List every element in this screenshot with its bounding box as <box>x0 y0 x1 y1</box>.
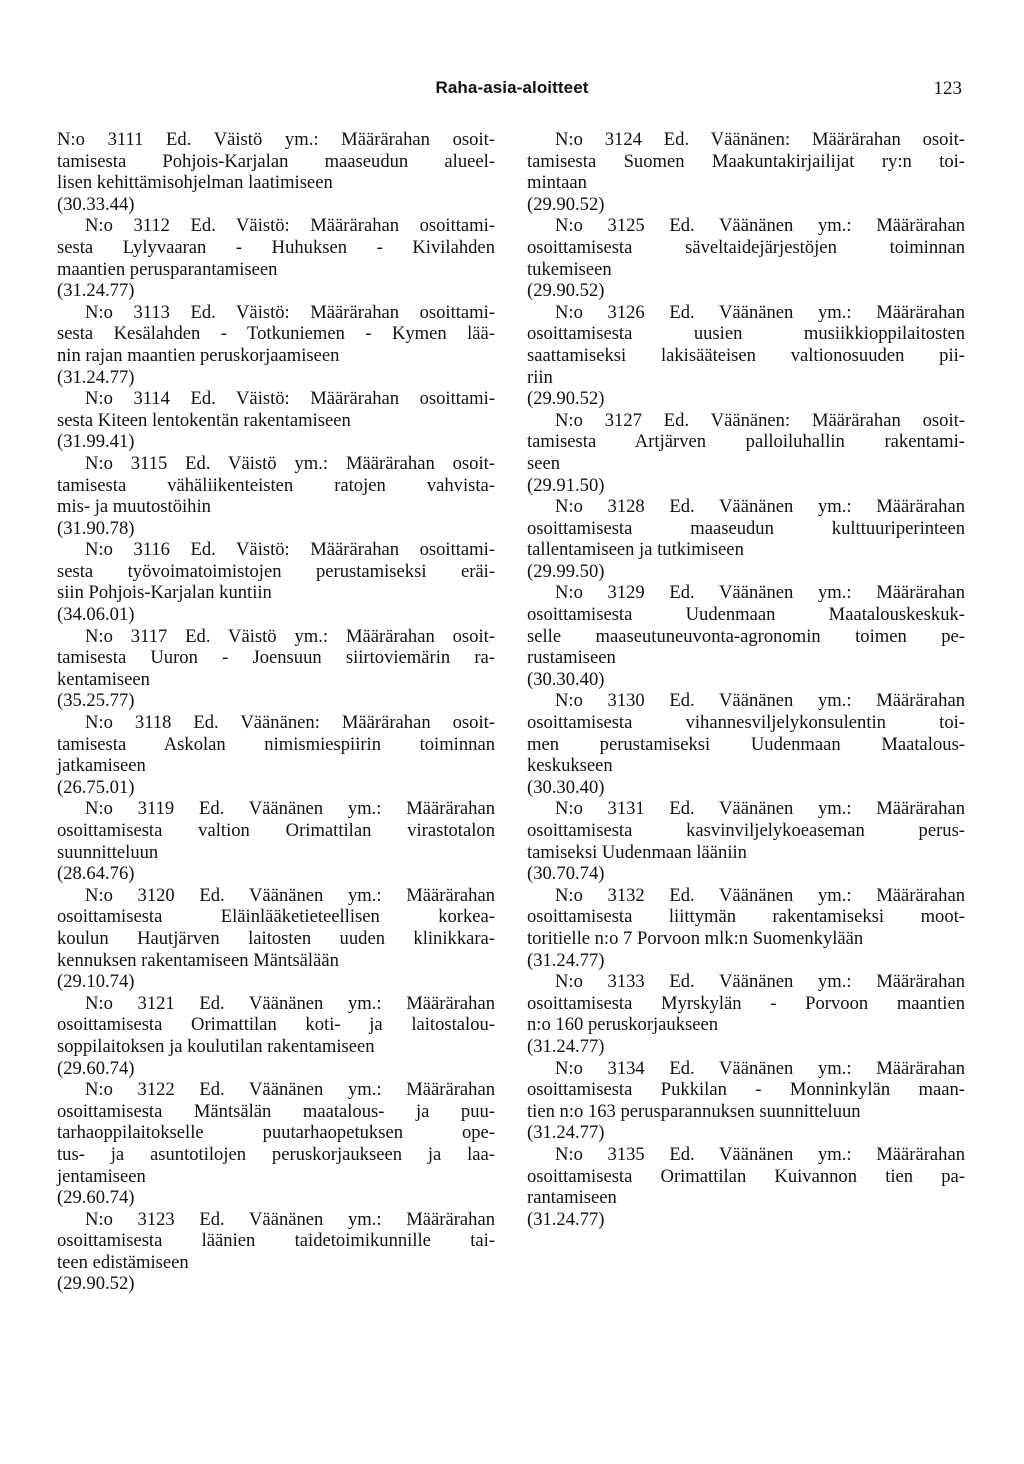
budget-code: (29.60.74) <box>57 1187 135 1209</box>
entry <box>57 1209 495 1295</box>
entry-text-line: N:o 3119 Ed. Väänänen ym.: Määrärahan <box>85 798 495 820</box>
entry-text-line: toritielle n:o 7 Porvoon mlk:n Suomenkylään <box>527 927 864 949</box>
entry-text-line: selle maaseutuneuvonta-agronomin toimen pe- <box>527 625 965 647</box>
entry-text-line: N:o 3120 Ed. Väänänen ym.: Määrärahan <box>85 884 495 906</box>
entry <box>527 410 965 496</box>
budget-code: (29.10.74) <box>57 971 135 993</box>
entry-text-line: mis- ja muutostöihin <box>57 496 211 518</box>
entry-text-line: sesta työvoimatoimistojen perustamiseksi eräi- <box>57 560 495 582</box>
budget-code: (31.99.41) <box>57 431 135 453</box>
page-number: 123 <box>933 78 962 99</box>
entry-text-line: N:o 3113 Ed. Väistö: Määrärahan osoittami- <box>85 301 495 323</box>
budget-code: (35.25.77) <box>57 690 135 712</box>
entry-text-line: tamisesta Askolan nimismiespiirin toiminnan <box>57 733 495 755</box>
entry <box>527 302 965 410</box>
entry-text-line: men perustamiseksi Uudenmaan Maatalous- <box>527 733 965 755</box>
budget-code: (30.30.40) <box>527 668 605 690</box>
page-header <box>0 78 1024 102</box>
entry-text-line: N:o 3134 Ed. Väänänen ym.: Määrärahan <box>555 1057 965 1079</box>
entry-text-line: N:o 3125 Ed. Väänänen ym.: Määrärahan <box>555 215 965 237</box>
entry-text-line: rustamiseen <box>527 647 616 669</box>
entry <box>57 712 495 798</box>
entry <box>57 626 495 712</box>
entry <box>527 582 965 690</box>
entry-text-line: osoittamisesta Uudenmaan Maatalouskeskuk- <box>527 604 965 626</box>
budget-code: (29.90.52) <box>527 388 605 410</box>
entry-text-line: N:o 3129 Ed. Väänänen ym.: Määrärahan <box>555 582 965 604</box>
entry-text-line: maantien perusparantamiseen <box>57 258 278 280</box>
entry <box>57 798 495 884</box>
entry-text-line: osoittamisesta Mäntsälän maatalous- ja puu- <box>57 1100 495 1122</box>
entry-text-line: N:o 3116 Ed. Väistö: Määrärahan osoittami- <box>85 539 495 561</box>
entry <box>527 690 965 798</box>
entry <box>57 1079 495 1209</box>
entry-text-line: N:o 3111 Ed. Väistö ym.: Määrärahan osoit- <box>57 129 495 150</box>
entry-text-line: teen edistämiseen <box>57 1251 189 1273</box>
entry-text-line: suunnitteluun <box>57 841 159 863</box>
entry-text-line: osoittamisesta Eläinlääketieteellisen korkea- <box>57 906 495 928</box>
entry <box>57 993 495 1079</box>
entry <box>57 539 495 625</box>
entry-text-line: tamisesta Pohjois-Karjalan maaseudun alueel- <box>57 150 495 172</box>
entry-text-line: jentamiseen <box>57 1165 146 1187</box>
entry <box>527 798 965 884</box>
budget-code: (29.60.74) <box>57 1057 135 1079</box>
entry-text-line: N:o 3117 Ed. Väistö ym.: Määrärahan osoit- <box>85 625 495 647</box>
entry-text-line: N:o 3133 Ed. Väänänen ym.: Määrärahan <box>555 971 965 993</box>
entry-text-line: tallentamiseen ja tutkimiseen <box>527 539 744 561</box>
entry <box>527 215 965 301</box>
budget-code: (31.24.77) <box>527 1208 605 1230</box>
budget-code: (26.75.01) <box>57 776 135 798</box>
budget-code: (31.24.77) <box>527 1035 605 1057</box>
budget-code: (30.70.74) <box>527 863 605 885</box>
entry-text-line: osoittamisesta liittymän rakentamiseksi moot- <box>527 906 965 928</box>
entry <box>57 129 495 215</box>
budget-code: (31.24.77) <box>527 949 605 971</box>
entry-text-line: siin Pohjois-Karjalan kuntiin <box>57 582 272 604</box>
budget-code: (30.30.40) <box>527 776 605 798</box>
entry <box>57 302 495 388</box>
entry-text-line: tamisesta Artjärven palloiluhallin rakentami- <box>527 431 965 453</box>
running-title: Raha-asia-aloitteet <box>435 78 589 97</box>
entry-text-line: rantamiseen <box>527 1187 617 1209</box>
entry-text-line: nin rajan maantien peruskorjaamiseen <box>57 344 340 366</box>
entry-text-line: koulun Hautjärven laitosten uuden klinikkara- <box>57 927 495 949</box>
right-column <box>527 129 965 1230</box>
entry-text-line: osoittamisesta Orimattilan koti- ja laitostalou- <box>57 1014 495 1036</box>
entry-text-line: saattamiseksi lakisääteisen valtionosuuden pii- <box>527 344 965 366</box>
entry-text-line: tamiseksi Uudenmaan lääniin <box>527 841 747 863</box>
entry-text-line: tarhaoppilaitokselle puutarhaopetuksen ope- <box>57 1122 495 1144</box>
entry <box>57 215 495 301</box>
entry-text-line: sesta Kesälahden - Totkuniemen - Kymen lää- <box>57 323 495 345</box>
entry-text-line: N:o 3124 Ed. Väänänen: Määrärahan osoit- <box>555 129 965 150</box>
entry-text-line: osoittamisesta Myrskylän - Porvoon maantien <box>527 992 965 1014</box>
entry-text-line: N:o 3131 Ed. Väänänen ym.: Määrärahan <box>555 798 965 820</box>
entry-text-line: osoittamisesta vihannesviljelykonsulentin toi- <box>527 712 965 734</box>
budget-code: (30.33.44) <box>57 193 135 215</box>
entry <box>57 388 495 453</box>
entry-text-line: n:o 160 peruskorjaukseen <box>527 1014 719 1036</box>
entry <box>527 129 965 215</box>
budget-code: (31.90.78) <box>57 517 135 539</box>
budget-code: (29.99.50) <box>527 560 605 582</box>
entry-text-line: keskukseen <box>527 755 613 777</box>
entry <box>527 1144 965 1230</box>
entry-text-line: tukemiseen <box>527 258 612 280</box>
budget-code: (29.90.52) <box>527 193 605 215</box>
entry-text-line: N:o 3130 Ed. Väänänen ym.: Määrärahan <box>555 690 965 712</box>
entry-text-line: tus- ja asuntotilojen peruskorjaukseen ja laa- <box>57 1143 495 1165</box>
entry-text-line: osoittamisesta Pukkilan - Monninkylän maan- <box>527 1079 965 1101</box>
budget-code: (29.90.52) <box>57 1273 135 1295</box>
budget-code: (28.64.76) <box>57 863 135 885</box>
entry-text-line: mintaan <box>527 172 587 194</box>
entry-text-line: N:o 3128 Ed. Väänänen ym.: Määrärahan <box>555 496 965 518</box>
budget-code: (31.24.77) <box>57 280 135 302</box>
entry-text-line: riin <box>527 366 553 388</box>
entry-text-line: jatkamiseen <box>57 755 146 777</box>
entry-text-line: kentamiseen <box>57 668 150 690</box>
entry-text-line: tien n:o 163 perusparannuksen suunnitteluun <box>527 1100 861 1122</box>
entry-text-line: osoittamisesta maaseudun kulttuuriperinteen <box>527 517 965 539</box>
entry-text-line: osoittamisesta läänien taidetoimikunnille tai- <box>57 1230 495 1252</box>
entry-text-line: N:o 3114 Ed. Väistö: Määrärahan osoittami- <box>85 388 495 410</box>
entry-text-line: N:o 3127 Ed. Väänänen: Määrärahan osoit- <box>555 409 965 431</box>
entry-text-line: tamisesta vähäliikenteisten ratojen vahvista- <box>57 474 495 496</box>
entry-text-line: N:o 3123 Ed. Väänänen ym.: Määrärahan <box>85 1208 495 1230</box>
entry-text-line: tamisesta Suomen Maakuntakirjailijat ry:n toi- <box>527 150 965 172</box>
entry-text-line: N:o 3115 Ed. Väistö ym.: Määrärahan osoit- <box>85 452 495 474</box>
entry <box>527 885 965 971</box>
entry-text-line: N:o 3118 Ed. Väänänen: Määrärahan osoit- <box>85 712 495 734</box>
entry-text-line: N:o 3122 Ed. Väänänen ym.: Määrärahan <box>85 1079 495 1101</box>
budget-code: (31.24.77) <box>527 1122 605 1144</box>
entry-text-line: N:o 3126 Ed. Väänänen ym.: Määrärahan <box>555 301 965 323</box>
entry-text-line: N:o 3135 Ed. Väänänen ym.: Määrärahan <box>555 1143 965 1165</box>
entry-text-line: kennuksen rakentamiseen Mäntsälään <box>57 949 339 971</box>
entry-text-line: osoittamisesta valtion Orimattilan virastotalon <box>57 820 495 841</box>
entry-text-line: N:o 3132 Ed. Väänänen ym.: Määrärahan <box>555 884 965 906</box>
entry <box>527 1058 965 1144</box>
entry <box>57 885 495 993</box>
budget-code: (31.24.77) <box>57 366 135 388</box>
entry-text-line: sesta Kiteen lentokentän rakentamiseen <box>57 409 351 431</box>
entry-text-line: N:o 3112 Ed. Väistö: Määrärahan osoittami- <box>85 215 495 237</box>
entry <box>527 496 965 582</box>
entry-text-line: N:o 3121 Ed. Väänänen ym.: Määrärahan <box>85 992 495 1014</box>
entry-text-line: osoittamisesta kasvinviljelykoeaseman perus- <box>527 820 965 841</box>
entry <box>527 971 965 1057</box>
left-column <box>57 129 495 1295</box>
entry-text-line: osoittamisesta säveltaidejärjestöjen toiminnan <box>527 236 965 258</box>
budget-code: (29.90.52) <box>527 280 605 302</box>
entry-text-line: tamisesta Uuron - Joensuun siirtoviemärin ra- <box>57 647 495 669</box>
budget-code: (34.06.01) <box>57 604 135 626</box>
entry-text-line: soppilaitoksen ja koulutilan rakentamiseen <box>57 1035 375 1057</box>
entry-text-line: seen <box>527 452 561 474</box>
entry-text-line: lisen kehittämisohjelman laatimiseen <box>57 172 333 194</box>
budget-code: (29.91.50) <box>527 474 605 496</box>
entry <box>57 453 495 539</box>
entry-text-line: osoittamisesta Orimattilan Kuivannon tien pa- <box>527 1165 965 1187</box>
entry-text-line: sesta Lylyvaaran - Huhuksen - Kivilahden <box>57 236 495 258</box>
entry-text-line: osoittamisesta uusien musiikkioppilaitosten <box>527 323 965 345</box>
